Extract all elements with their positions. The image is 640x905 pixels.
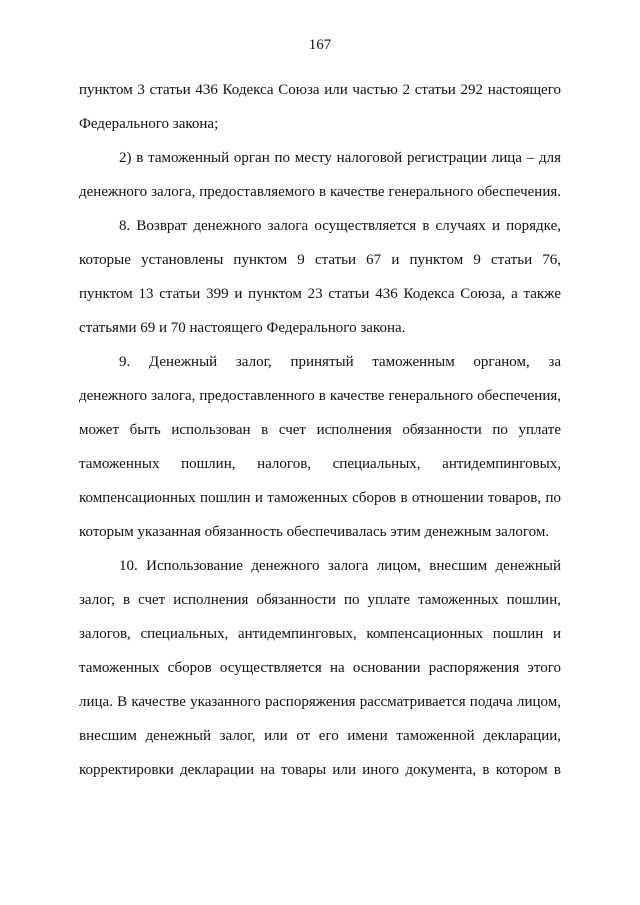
text-line: 10. Использование денежного залога лицом, внесшим денежный <box>119 558 561 574</box>
page-number: 167 <box>308 37 332 53</box>
text-line: залог, в счет исполнения обязанности по уплате таможенных пошлин, <box>79 592 561 608</box>
text-line: Федерального закона; <box>79 116 219 132</box>
text-line: пунктом 3 статьи 436 Кодекса Союза или частью 2 статьи 292 настоящего <box>79 82 561 98</box>
text-line: денежного залога, предоставляемого в качестве генерального обеспечения. <box>79 184 561 200</box>
text-line: залогов, специальных, антидемпинговых, компенсационных пошлин и <box>79 626 561 642</box>
text-line: таможенных сборов осуществляется на основании распоряжения этого <box>79 660 561 676</box>
text-line: может быть использован в счет исполнения обязанности по уплате <box>79 422 561 438</box>
text-line: 8. Возврат денежного залога осуществляется в случаях и порядке, <box>119 218 561 234</box>
text-line: корректировки декларации на товары или иного документа, в котором в <box>79 762 561 778</box>
text-line: компенсационных пошлин и таможенных сборов в отношении товаров, по <box>79 490 561 506</box>
text-line: статьями 69 и 70 настоящего Федерального закона. <box>79 320 406 336</box>
text-line: 2) в таможенный орган по месту налоговой регистрации лица – для <box>119 150 561 166</box>
text-line: которые установлены пунктом 9 статьи 67 и пунктом 9 статьи 76, <box>79 252 561 268</box>
text-line: таможенных пошлин, налогов, специальных, антидемпинговых, <box>79 456 561 472</box>
text-line: пунктом 13 статьи 399 и пунктом 23 статьи 436 Кодекса Союза, а также <box>79 286 561 302</box>
text-line: внесшим денежный залог, или от его имени таможенной декларации, <box>79 728 561 744</box>
document-body <box>79 73 561 787</box>
text-line: 9. Денежный залог, принятый таможенным органом, за <box>119 354 561 370</box>
text-line: лица. В качестве указанного распоряжения рассматривается подача лицом, <box>79 694 561 710</box>
text-line: которым указанная обязанность обеспечивалась этим денежным залогом. <box>79 524 550 540</box>
text-line: денежного залога, предоставленного в качестве генерального обеспечения, <box>79 388 561 404</box>
